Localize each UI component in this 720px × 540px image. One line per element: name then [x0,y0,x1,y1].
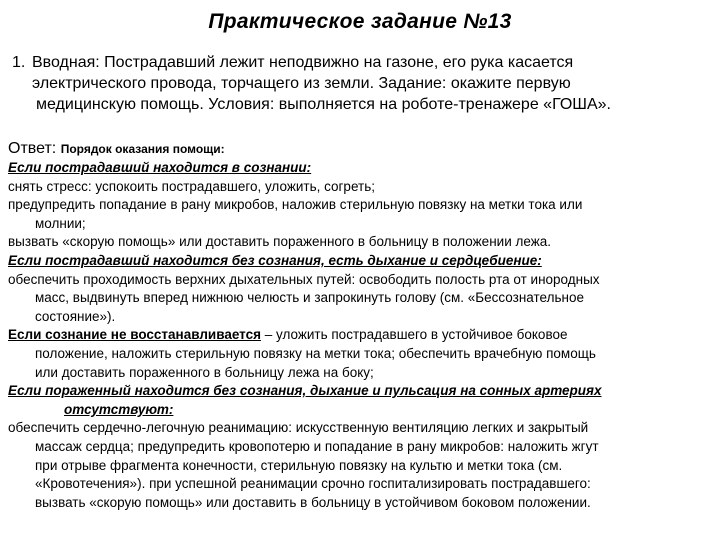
answer-block [8,139,716,512]
text-line: вызвать «скорую помощь» или доставить пораженного в больницу в положении лежа. [8,234,552,250]
text-line: при отрыве фрагмента конечности, стерильную повязку на культю и метки тока (см. [35,457,563,473]
text-line: массаж сердца; предупредить кровопотерю и попадание в рану микробов: наложить жгут [35,438,599,454]
text-line: масс, выдвинуть вперед нижнюю челюсть и запрокинуть голову (см. «Бессознательное [35,290,584,306]
page-title: Практическое задание №13 [208,10,512,33]
section-heading-no-recovery: Если сознание не восстанавливается [8,327,261,343]
text-line: молнии; [35,215,86,231]
intro-line: Вводная: Пострадавший лежит неподвижно на газоне, его рука касается [32,54,574,71]
text-line: предупредить попадание в рану микробов, наложив стерильную повязку на метки тока или [8,197,583,213]
text-line: обеспечить проходимость верхних дыхательных путей: освободить полость рта от инородных [8,271,600,287]
text-line [8,326,716,345]
list-number: 1. [12,54,26,71]
section-heading-no-pulse-cont: отсутствуют: [64,401,174,417]
text-line: «Кровотечения»). при успешной реанимации срочно госпитализировать пострадавшего: [35,476,591,492]
section-heading-unconscious-breathing: Если пострадавший находится без сознания, есть дыхание и сердцебиение: [8,252,542,268]
section-heading-no-pulse: Если пораженный находится без сознания, дыхание и пульсация на сонных артериях [8,383,602,399]
text-line: положение, наложить стерильную повязку на метки тока; обеспечить врачебную помощь [35,345,596,361]
text-fragment: – уложить пострадавшего в устойчивое боковое [260,327,568,343]
section-heading-conscious: Если пострадавший находится в сознании: [8,160,312,175]
answer-sublabel: Порядок оказания помощи: [60,142,225,156]
text-line: состояние»). [35,308,116,324]
text-line: или доставить пораженного в больницу лежа на боку; [35,364,374,380]
answer-heading [8,139,716,159]
answer-label: Ответ: [8,140,61,157]
intro-line: медицинскую помощь. Условия: выполняется на роботе-тренажере «ГОША». [36,96,611,113]
intro-line: электрического провода, торчащего из земли. Задание: окажите первую [32,75,571,92]
text-line: вызвать «скорую помощь» или доставить в больницу в устойчивом боковом положении. [35,494,591,510]
task-intro [12,52,712,115]
text-line: снять стресс: успокоить пострадавшего, уложить, согреть; [8,178,375,194]
text-line: обеспечить сердечно-легочную реанимацию: искусственную вентиляцию легких и закрытый [8,420,589,436]
